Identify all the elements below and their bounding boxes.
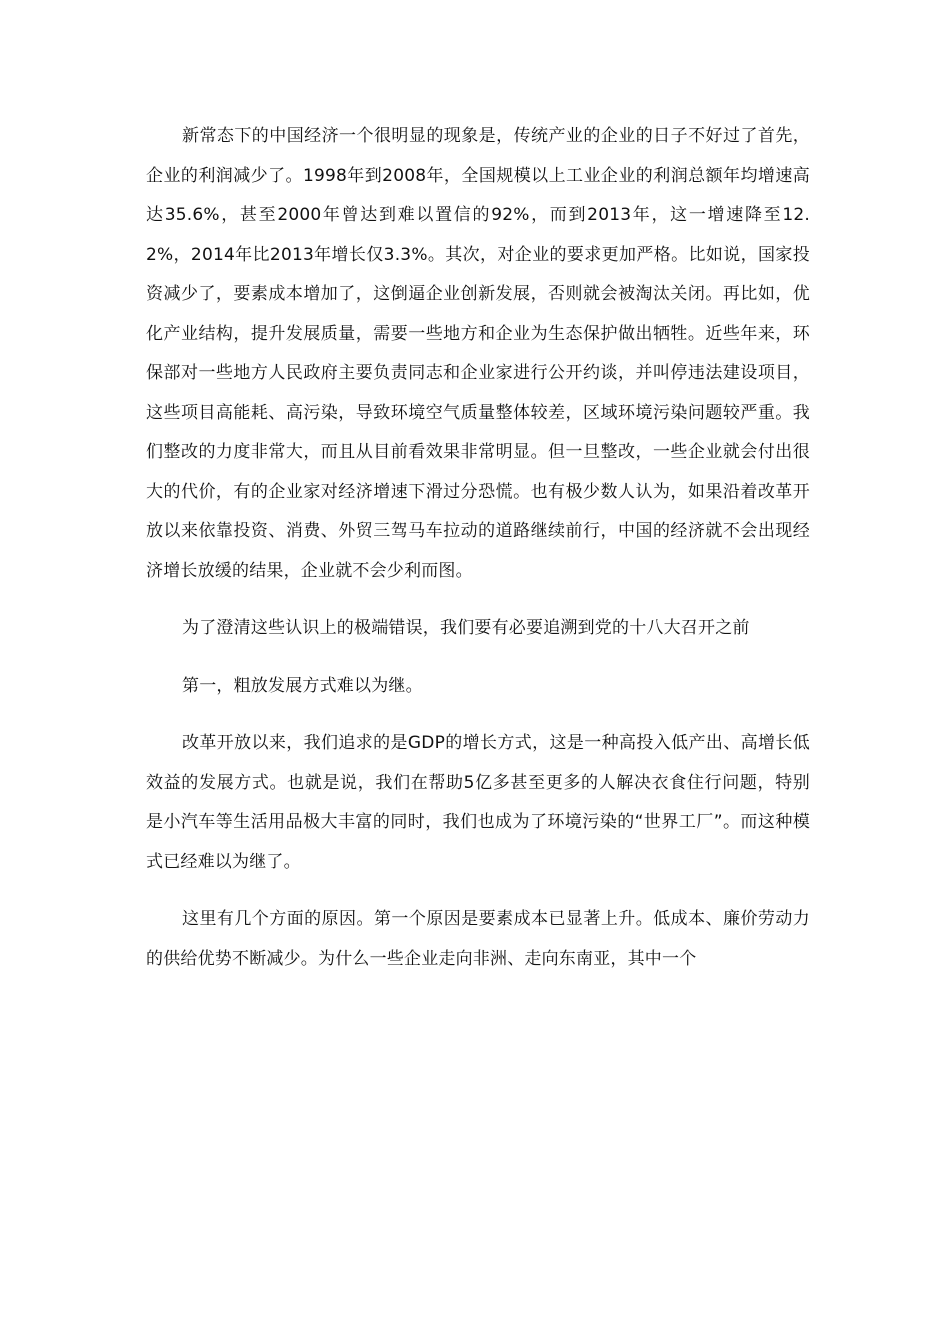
paragraph-heading-first: 第一，粗放发展方式难以为继。 [182, 675, 423, 696]
document-body [146, 117, 810, 979]
paragraph-gdp-growth-mode: 改革开放以来，我们追求的是GDP的增长方式，这是一种高投入低产出、高增长低效益的发展方式。也就是说，我们在帮助5亿多甚至更多的人解决衣食住行问题，特别是小汽车等生活用品极大丰富的同时，我们也成为了环境污染的“世界工厂”。而这种模式已经难以为继了。 [146, 733, 810, 872]
paragraph-economy-new-normal: 新常态下的中国经济一个很明显的现象是，传统产业的企业的日子不好过了首先，企业的利润减少了。1998年到2008年，全国规模以上工业企业的利润总额年均增速高达35.6%，甚至2000年曾达到难以置信的92%，而到2013年，这一增速降至12.2%，2014年比2013年增长仅3.3%。其次，对企业的要求更加严格。比如说，国家投资减少了，要素成本增加了，这倒逼企业创新发展，否则就会被淘汰关闭。再比如，优化产业结构，提升发展质量，需要一些地方和企业为生态保护做出牺牲。近些年来，环保部对一些地方人民政府主要负责同志和企业家进行公开约谈，并叫停违法建设项目，这些项目高能耗、高污染，导致环境空气质量整体较差，区域环境污染问题较严重。我们整改的力度非常大，而且从目前看效果非常明显。但一旦整改，一些企业就会付出很大的代价，有的企业家对经济增速下滑过分恐慌。也有极少数人认为，如果沿着改革开放以来依靠投资、消费、外贸三驾马车拉动的道路继续前行，中国的经济就不会出现经济增长放缓的结果，企业就不会少利而图。 [146, 126, 810, 581]
paragraph-reasons: 这里有几个方面的原因。第一个原因是要素成本已显著上升。低成本、廉价劳动力的供给优势不断减少。为什么一些企业走向非洲、走向东南亚，其中一个 [146, 909, 810, 969]
paragraph-clarify-errors: 为了澄清这些认识上的极端错误，我们要有必要追溯到党的十八大召开之前 [182, 618, 750, 638]
